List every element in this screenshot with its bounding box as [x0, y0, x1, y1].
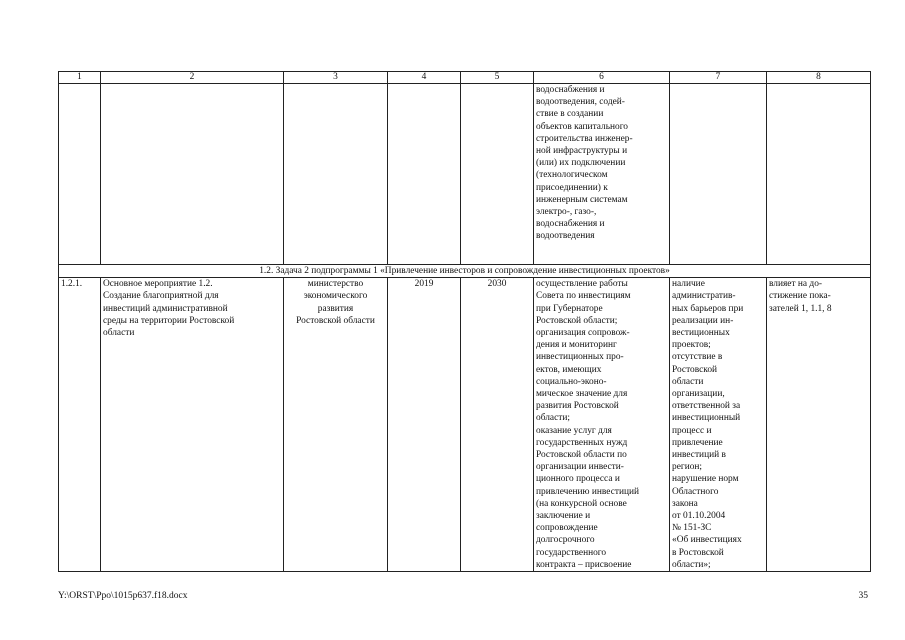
header-cell: 7 — [670, 72, 767, 84]
footer-file-path: Y:\ORST\Ppo\1015p637.f18.docx — [58, 591, 188, 601]
header-cell: 2 — [101, 72, 284, 84]
header-cell: 6 — [534, 72, 670, 84]
header-cell: 3 — [284, 72, 388, 84]
table-cell — [59, 84, 101, 265]
task-row — [59, 265, 871, 278]
item-start-year: 2019 — [388, 278, 461, 572]
table-cell — [388, 84, 461, 265]
item-relation: влияет на до- стижение пока- зателей 1, 1.1, 8 — [767, 278, 871, 572]
task-heading: 1.2. Задача 2 подпрограммы 1 «Привлечение инвесторов и сопровождение инвестиционных проектов» — [59, 265, 871, 278]
header-cell: 1 — [59, 72, 101, 84]
result-cell-continued: водоснабжения и водоотведения, содей- ствие в создании объектов капитального строительства инженер- ной инфраструктуры и (или) их подключении (технологическом присоединении) к инженерным системам электро-, газо-, водоснабжения и водоотведения — [534, 84, 670, 265]
table-cell — [284, 84, 388, 265]
table-cell — [101, 84, 284, 265]
header-row — [59, 72, 871, 84]
table-cell — [670, 84, 767, 265]
page-number: 35 — [858, 591, 868, 601]
table-cell — [461, 84, 534, 265]
header-cell: 4 — [388, 72, 461, 84]
item-executor: министерство экономического развития Ростовской области — [284, 278, 388, 572]
table-cell — [767, 84, 871, 265]
item-number: 1.2.1. — [59, 278, 101, 572]
header-cell: 5 — [461, 72, 534, 84]
item-result: осуществление работы Совета по инвестициям при Губернаторе Ростовской области; организация сопровож- дения и мониторинг инвестиционных про- ектов, имеющих социально-эконо- мическое значение для развития Ростовской области; оказание услуг для государственных нужд Ростовской области по организации инвести- ционного процесса и привлечению инвестиций (на конкурсной основе заключение и сопровождение долгосрочного государственного контракта – присвоение — [534, 278, 670, 572]
item-end-year: 2030 — [461, 278, 534, 572]
item-name: Основное мероприятие 1.2. Создание благоприятной для инвестиций административной среды на территории Ростовской области — [101, 278, 284, 572]
header-cell: 8 — [767, 72, 871, 84]
table-row — [59, 278, 871, 572]
item-consequences: наличие административ- ных барьеров при реализации ин- вестиционных проектов; отсутствие в Ростовской области организации, ответственной за инвестиционный процесс и привлечение инвестиций в регион; нарушение норм Областного закона от 01.10.2004 № 151-ЗС «Об инвестициях в Ростовской области»; — [670, 278, 767, 572]
program-table — [58, 71, 871, 572]
continued-row — [59, 84, 871, 265]
